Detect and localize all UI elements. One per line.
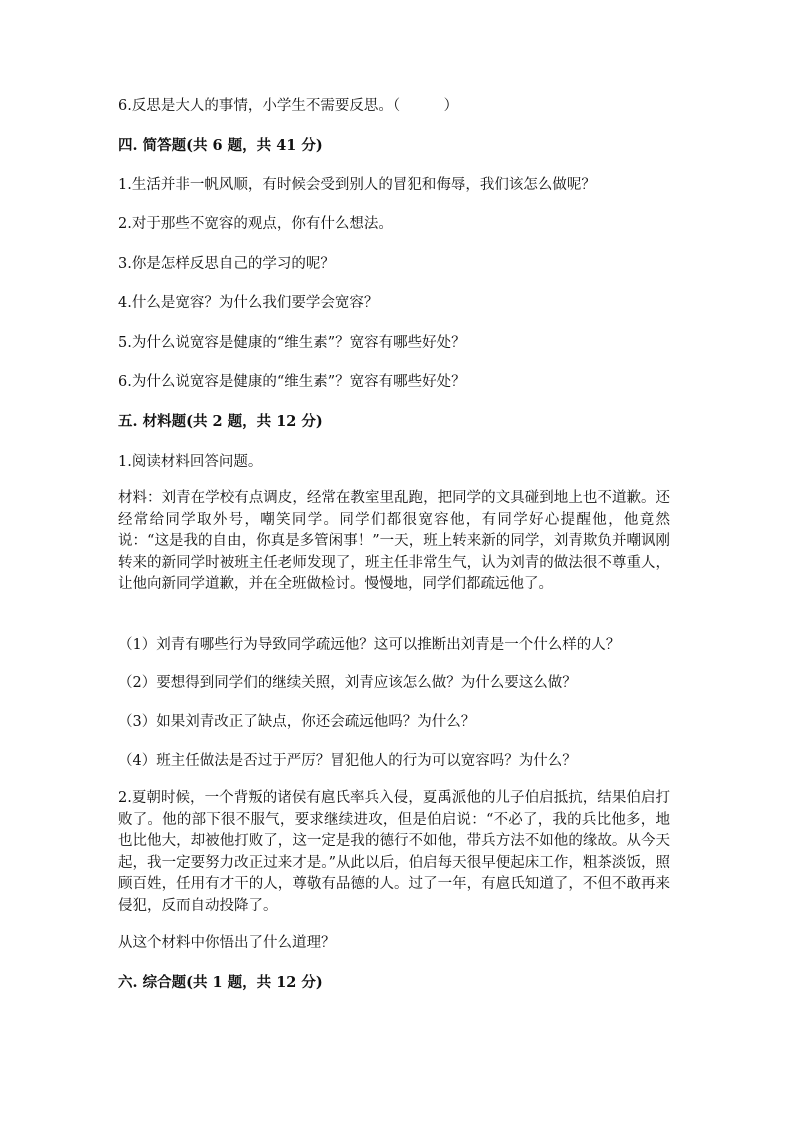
- short-answer-question-5: 5.为什么说宽容是健康的“维生素”？宽容有哪些好处？: [118, 335, 466, 351]
- material-question-2-question: 从这个材料中你悟出了什么道理？: [118, 935, 336, 951]
- material-sub-question-4: （4）班主任做法是否过于严厉？冒犯他人的行为可以宽容吗？为什么？: [118, 753, 577, 769]
- section-4-heading: 四. 简答题(共 6 题，共 41 分): [118, 137, 323, 154]
- short-answer-question-6: 6.为什么说宽容是健康的“维生素”？宽容有哪些好处？: [118, 374, 466, 390]
- judgement-item-6: 6.反思是大人的事情，小学生不需要反思。（ ）: [118, 98, 459, 114]
- short-answer-question-3: 3.你是怎样反思自己的学习的呢？: [118, 256, 335, 272]
- short-answer-question-4: 4.什么是宽容？为什么我们要学会宽容？: [118, 295, 379, 311]
- material-question-1-text: 材料：刘青在学校有点调皮，经常在教室里乱跑，把同学的文具碰到地上也不道歉。还经常给同学取外号，嘲笑同学。同学们都很宽容他，有同学好心提醒他，他竟然说：“这是我的自由，你真是多管闲事！”一天，班上转来新的同学，刘青欺负并嘲讽刚转来的新同学时被班主任老师发现了，班主任非常生气，认为刘青的做法很不尊重人，让他向新同学道歉，并在全班做检讨。慢慢地，同学们都疏远他了。: [118, 490, 670, 592]
- material-sub-question-3: （3）如果刘青改正了缺点，你还会疏远他吗？为什么？: [118, 714, 476, 730]
- section-6-heading: 六. 综合题(共 1 题，共 12 分): [118, 974, 323, 991]
- short-answer-question-1: 1.生活并非一帆风顺，有时候会受到别人的冒犯和侮辱，我们该怎么做呢？: [118, 177, 596, 193]
- material-question-1-prompt: 1.阅读材料回答问题。: [118, 454, 263, 470]
- section-5-heading: 五. 材料题(共 2 题，共 12 分): [118, 413, 323, 430]
- short-answer-question-2: 2.对于那些不宽容的观点，你有什么想法。: [118, 216, 393, 232]
- material-sub-question-2: （2）要想得到同学们的继续关照，刘青应该怎么做？为什么要这么做？: [118, 675, 577, 691]
- material-question-2-text: 2.夏朝时候，一个背叛的诸侯有扈氏率兵入侵，夏禹派他的儿子伯启抵抗，结果伯启打败了。他的部下很不服气，要求继续进攻，但是伯启说：“不必了，我的兵比他多，地也比他大，却被他打败了，这一定是我的德行不如他，带兵方法不如他的缘故。从今天起，我一定要努力改正过来才是。”从此以后，伯启每天很早便起床工作，粗茶淡饭，照顾百姓，任用有才干的人，尊敬有品德的人。过了一年，有扈氏知道了，不但不敢再来侵犯，反而自动投降了。: [118, 790, 670, 914]
- material-sub-question-1: （1）刘青有哪些行为导致同学疏远他？这可以推断出刘青是一个什么样的人？: [118, 637, 621, 653]
